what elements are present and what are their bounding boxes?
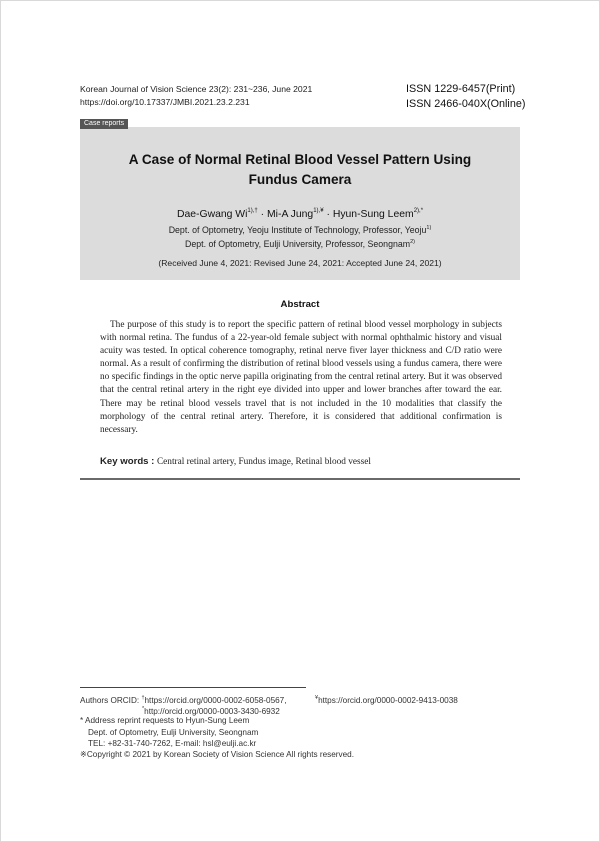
abstract-divider xyxy=(80,478,520,480)
affiliation-2 xyxy=(80,236,520,250)
footnotes xyxy=(80,693,520,760)
footnote-divider xyxy=(80,687,306,688)
affiliation-text: Dept. of Optometry, Yeoju Institute of Technology, Professor, Yeoju xyxy=(168,225,427,235)
orcid-label: Authors ORCID: xyxy=(80,696,140,705)
keywords-label: Key words : xyxy=(100,456,155,467)
correspondence-line-3: TEL: +82-31-740-7262, E-mail: hsl@eulji.ac.kr xyxy=(88,738,257,748)
affiliation-text: Dept. of Optometry, Eulji University, Professor, Seongnam xyxy=(185,239,411,249)
correspondence-line-1 xyxy=(80,715,520,726)
affiliation-mark: 1) xyxy=(426,225,432,231)
correspondence-text: Address reprint requests to Hyun-Sung Leem xyxy=(85,716,250,726)
author-affil-mark: 1),† xyxy=(247,208,258,214)
abstract-heading: Abstract xyxy=(280,299,320,310)
abstract-text: The purpose of this study is to report the specific pattern of retinal blood vessel morphology in subjects with normal retina. The fundus of a 22-year-old female subject with normal ophthalmic history and visual acuity was tested. In optical coherence tomography, retinal nerve fiver layer thickness and C/D ratio were normal. As a result of confirming the distribution of retinal blood vessels using a fundus camera, there were no specific findings in the optic nerve papilla originating from the central retinal artery. But it was observed that the central retinal artery in the right eye divided into upper and lower branches after toward the ear. There may be retinal blood vessels travel that is not included in the 10 modalities that classify the morphology of the central retinal artery. Therefore, it is considered that additional confirmation is necessary. xyxy=(100,320,502,435)
orcid-link[interactable]: https://orcid.org/0000-0002-9413-0038 xyxy=(318,696,458,705)
affiliation-1 xyxy=(80,222,520,236)
received-dates: (Received June 4, 2021: Revised June 24, 2021: Accepted June 24, 2021) xyxy=(158,258,442,268)
article-type-tag: Case reports xyxy=(80,119,128,129)
doi-link[interactable]: https://doi.org/10.17337/JMBI.2021.23.2.231 xyxy=(80,97,250,107)
correspondence-mark: * xyxy=(80,716,84,726)
orcid-link[interactable]: https://orcid.org/0000-0002-6058-0567, xyxy=(144,696,287,705)
author-affil-mark: 2),* xyxy=(413,208,424,214)
issn-block xyxy=(406,82,525,112)
author-list xyxy=(80,204,520,222)
title-line-2: Fundus Camera xyxy=(248,172,352,187)
orcid-row-1 xyxy=(80,693,520,704)
orcid-link[interactable]: http://orcid.org/0000-0003-3430-6932 xyxy=(144,707,280,717)
orcid-mark: * xyxy=(142,706,145,713)
keywords-list: Central retinal artery, Fundus image, Retinal blood vessel xyxy=(156,457,371,467)
journal-header xyxy=(80,83,312,109)
journal-citation: Korean Journal of Vision Science 23(2): 231~236, June 2021 xyxy=(80,84,313,94)
author-name: Dae-Gwang Wi xyxy=(176,209,248,220)
orcid-mark: † xyxy=(141,695,145,701)
author-separator: · xyxy=(260,209,265,220)
orcid-row-2 xyxy=(80,704,520,715)
copyright-notice: ※Copyright © 2021 by Korean Society of Vision Science All rights reserved. xyxy=(80,749,354,759)
issn-print: ISSN 1229-6457(Print) xyxy=(406,83,516,95)
keywords xyxy=(100,456,502,467)
article-title xyxy=(80,150,520,190)
issn-online: ISSN 2466-040X(Online) xyxy=(406,98,526,110)
author-name: Mi-A Jung xyxy=(267,209,314,220)
author-affil-mark: 1),¥ xyxy=(313,208,324,214)
author-separator: · xyxy=(326,209,330,220)
affiliation-mark: 2) xyxy=(410,239,415,245)
title-line-1: A Case of Normal Retinal Blood Vessel Pattern Using xyxy=(128,152,472,167)
author-name: Hyun-Sung Leem xyxy=(332,209,414,220)
correspondence-line-2: Dept. of Optometry, Eulji University, Seongnam xyxy=(88,727,259,737)
orcid-mark: ¥ xyxy=(315,695,319,701)
